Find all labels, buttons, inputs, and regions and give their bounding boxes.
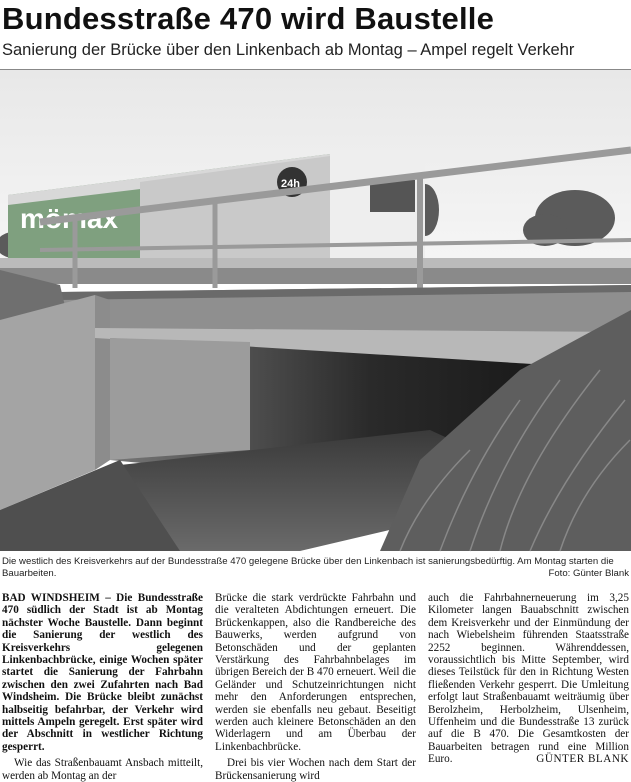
column-2 (215, 592, 416, 782)
article-photo (0, 69, 631, 551)
photo-caption (2, 556, 629, 580)
headline: Bundesstraße 470 wird Baustelle (2, 1, 495, 36)
author-byline: GÜNTER BLANK (536, 753, 629, 766)
photo-credit: Foto: Günter Blank (548, 568, 629, 579)
paragraph-text: auch die Fahrbahnerneuerung im 3,25 Kilometer langen Bauabschnitt zwischen dem Kreisverkehr und der Einmündung der nach Wiebelsheim führenden Staatsstraße 2252 beginnen. Währenddessen, voraussichtlich bis Mitte September, wird dieses Teilstück für den in Richtung Westen fließenden Verkehr gesperrt. Die Umleitung erfolgt laut Straßenbauamt weiträumig über Berolzheim, Herbolzheim, Ulsenheim, Uffenheim und die Bundesstraße 13 zurück auf die B 470. Die Gesamtkosten der Bauarbeiten betragen rund eine Million Euro. (428, 592, 629, 766)
truck-badge-text: 24h (281, 178, 300, 190)
lead-paragraph: BAD WINDSHEIM – Die Bundesstraße 470 südlich der Stadt ist ab Montag nächster Woche Baustelle. Dann beginnt die Sanierung der westlich des Kreisverkehrs gelegenen Linkenbachbrücke, einige Wochen später startet die Sanierung der Fahrbahn zwischen den zwei Zufahrten nach Bad Windsheim. Die Brücke bleibt zunächst halbseitig befahrbar, der Verkehr wird mittels Ampeln geregelt. Erst später wird der Abschnitt in westlicher Richtung gesperrt. (2, 592, 203, 753)
caption-text: Die westlich des Kreisverkehrs auf der Bundesstraße 470 gelegene Brücke über den Linkenbach ist sanierungsbedürftig. Am Montag starten die Bauarbeiten. (2, 556, 614, 579)
truck-brand-text: mömax (20, 203, 119, 234)
paragraph: Drei bis vier Wochen nach dem Start der Brückensanierung wird (215, 757, 416, 782)
paragraph: Wie das Straßenbauamt Ansbach mitteilt, werden ab Montag an der (2, 757, 203, 782)
subheadline: Sanierung der Brücke über den Linkenbach ab Montag – Ampel regelt Verkehr (2, 41, 575, 59)
paragraph: Brücke die stark verdrückte Fahrbahn und die veralteten Abdichtungen erneuert. Die Brückenkappen, also die Randbereiche des Bauwerks, werden aufgrund von Betonschäden und der geplanten Verstärkung des Fahrbahnbelages im übrigen Bereich der B 470 erneuert. Weil die Geländer und Schutzeinrichtungen nicht mehr den Anforderungen entsprechen, werden sie ebenfalls neu gebaut. Beseitigt werden auch kleinere Betonschäden an den Widerlagern und am Überbau der Linkenbachbrücke. (215, 592, 416, 753)
article-body (2, 592, 629, 782)
column-3 (428, 592, 629, 772)
column-1 (2, 592, 203, 782)
paragraph (428, 592, 629, 766)
